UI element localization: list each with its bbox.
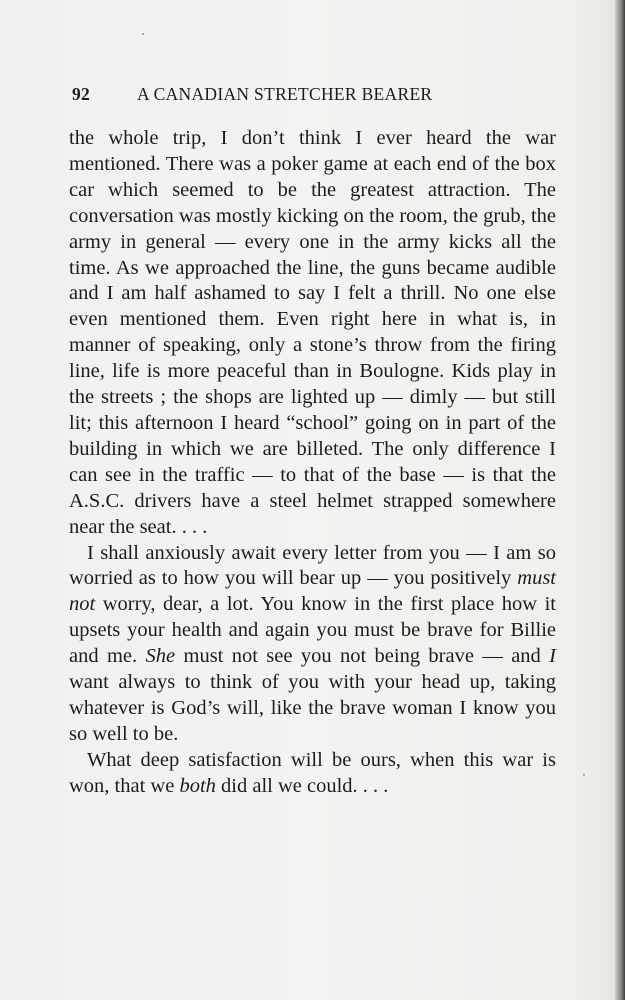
paragraph-3 <box>69 748 556 800</box>
paper-speck <box>583 774 585 776</box>
paragraph-2-text: want always to think of you with your head up, taking whatever is God’s will, like the brave woman I know you so well to be. <box>69 671 556 745</box>
paragraph-2 <box>69 541 556 748</box>
paragraph-2-text: worry, dear, a lot. You know in the first place how it upsets your health and again you must be brave for Billie and me. <box>69 593 556 668</box>
paragraph-3-text: What deep satisfaction will be ours, when this war is won, that we <box>69 748 556 797</box>
paragraph-2-text: I shall anxiously await every letter from you — I am so worried as to how you will bear up — you positively <box>69 541 556 590</box>
paragraph-1: the whole trip, I don’t think I ever heard the war mentioned. There was a poker game at each end of the box car which seemed to be the greatest attraction. The conversation was mostly kicking on the room, the grub, the army in general — every one in the army kicks all the time. As we approached the line, the guns became audible and I am half ashamed to say I felt a thrill. No one else even mentioned them. Even right here in what is, in manner of speaking, only a stone’s throw from the firing line, life is more peaceful than in Boulogne. Kids play in the streets ; the shops are lighted up — dimly — but still lit; this afternoon I heard “school” going on in part of the building in which we are billeted. The only difference I can see in the traffic — to that of the base — is that the A.S.C. drivers have a steel helmet strapped somewhere near the seat. . . . <box>69 127 556 538</box>
paragraph-2-text: must not see you not being brave — and <box>175 645 550 668</box>
body-text <box>69 126 556 800</box>
running-head: A CANADIAN STRETCHER BEARER <box>137 84 433 104</box>
page-edge-shadow <box>615 0 625 1000</box>
emphasis-she: She <box>145 645 176 668</box>
emphasis-both: both <box>179 774 216 797</box>
paper-speck <box>142 33 144 35</box>
page-header <box>70 84 550 108</box>
page-number: 92 <box>72 84 91 104</box>
emphasis-must-not: must not <box>69 567 556 616</box>
paragraph-3-text: did all we could. . . . <box>215 774 389 797</box>
emphasis-i: I <box>549 645 556 668</box>
